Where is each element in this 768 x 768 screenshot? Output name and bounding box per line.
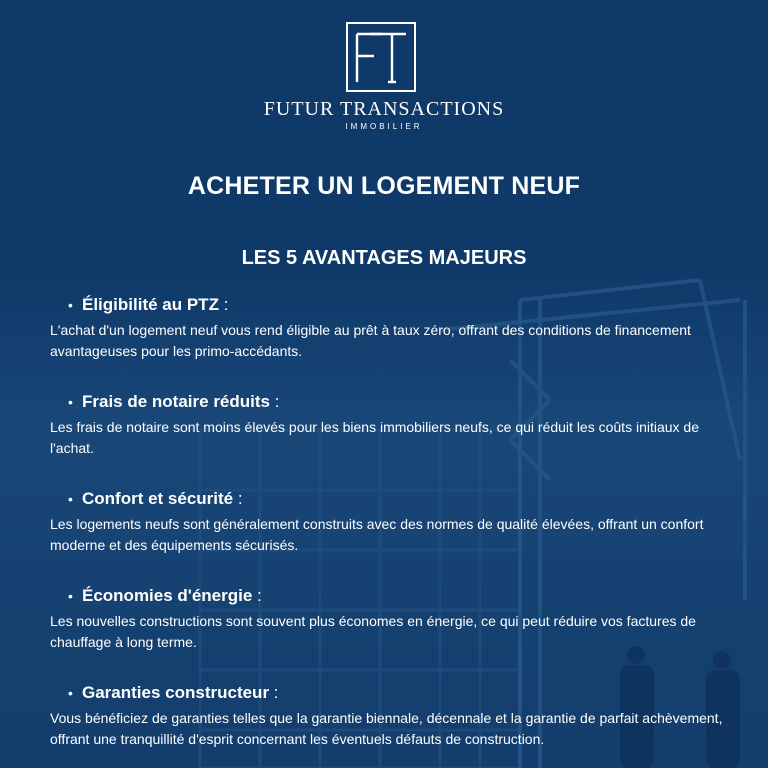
bullet-icon: • (68, 685, 73, 701)
bullet-icon: • (68, 394, 73, 410)
advantage-text: Vous bénéficiez de garanties telles que la garantie biennale, décennale et la garantie de parfait achèvement, offrant une tranquillité d'esprit concernant les éventuels défauts de construction. (50, 710, 723, 747)
advantage-item (50, 585, 730, 653)
brand-name: FUTUR TRANSACTIONS (263, 98, 505, 120)
bullet-icon: • (68, 491, 73, 507)
logo-ft-icon (348, 24, 414, 90)
advantage-item (50, 488, 730, 556)
advantage-heading: • Frais de notaire réduits : (68, 392, 280, 411)
advantage-heading: • Économies d'énergie : (68, 586, 262, 605)
advantage-text: L'achat d'un logement neuf vous rend éligible au prêt à taux zéro, offrant des conditions de financement avantageuses pour les primo-accédants. (50, 322, 691, 359)
section-subtitle: LES 5 AVANTAGES MAJEURS (241, 247, 527, 269)
page-title: ACHETER UN LOGEMENT NEUF (187, 172, 581, 200)
advantage-item (50, 294, 730, 362)
advantage-heading: • Éligibilité au PTZ : (68, 295, 229, 314)
bullet-icon: • (68, 297, 73, 313)
brand-subtitle: IMMOBILIER (345, 122, 423, 131)
advantage-text: Les nouvelles constructions sont souvent plus économes en énergie, ce qui peut réduire vos factures de chauffage à long terme. (50, 613, 696, 650)
advantage-item (50, 682, 730, 750)
advantage-item (50, 391, 730, 459)
advantage-text: Les logements neufs sont généralement construits avec des normes de qualité élevées, offrant un confort moderne et des équipements sécurisés. (50, 516, 704, 553)
advantage-heading: • Confort et sécurité : (68, 489, 243, 508)
advantage-heading: • Garanties constructeur : (68, 683, 279, 702)
logo-monogram (346, 22, 416, 92)
bullet-icon: • (68, 588, 73, 604)
advantage-text: Les frais de notaire sont moins élevés pour les biens immobiliers neufs, ce qui réduit les coûts initiaux de l'achat. (50, 419, 699, 456)
